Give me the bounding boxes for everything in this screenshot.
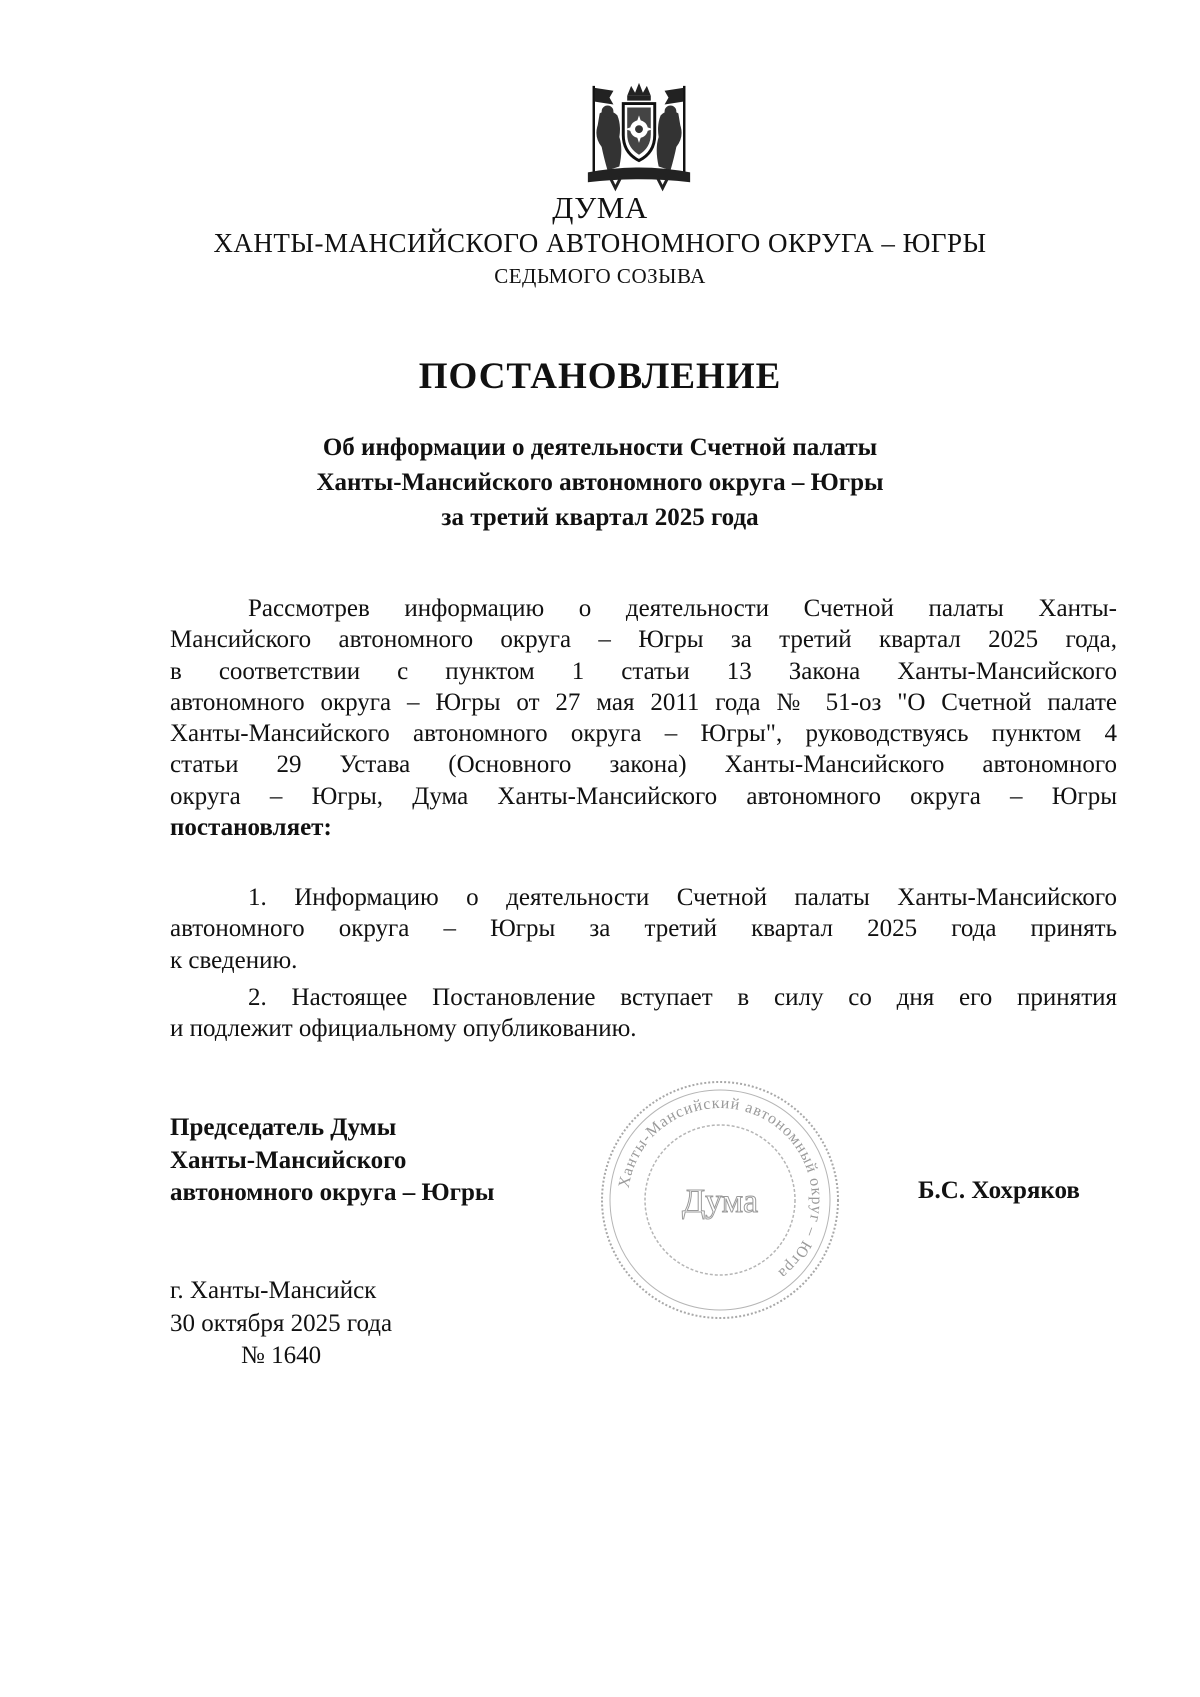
item-2-paragraph	[170, 982, 1117, 1045]
document-number: № 1640	[241, 1342, 322, 1369]
position-line: автономного округа – Югры	[170, 1179, 495, 1206]
city: г. Ханты-Мансийск	[170, 1277, 377, 1304]
text-line: автономного округа – Югры от 27 мая 2011 года № 51-оз "О Счетной палате	[170, 688, 1117, 716]
official-seal	[595, 1075, 845, 1325]
preamble-paragraph	[170, 593, 1117, 843]
text-line: автономного округа – Югры за третий квартал 2025 года принять	[170, 915, 1117, 943]
signatory-name: Б.С. Хохряков	[918, 1177, 1080, 1204]
document-footer	[170, 1275, 392, 1373]
coat-of-arms-icon	[580, 78, 698, 196]
signatory-position	[170, 1112, 494, 1210]
seal-center-text: Дума	[681, 1183, 759, 1220]
text-line: 2. Настоящее Постановление вступает в силу со дня его принятия	[248, 984, 1117, 1011]
seal-ring-text: Ханты-Мансийский автономный округ – Югра	[615, 1094, 826, 1283]
text-line: и подлежит официальному опубликованию.	[170, 1015, 637, 1043]
text-line: 1. Информацию о деятельности Счетной палаты Ханты-Мансийского	[248, 884, 1117, 911]
text-line: статьи 29 Устава (Основного закона) Ханты-Мансийского автономного	[170, 751, 1117, 779]
text-line: в соответствии с пунктом 1 статьи 13 Закона Ханты-Мансийского	[170, 657, 1117, 685]
region-name: ХАНТЫ-МАНСИЙСКОГО АВТОНОМНОГО ОКРУГА – ЮГРЫ	[213, 228, 987, 258]
text-line: к сведению.	[170, 946, 298, 974]
text-line: Мансийского автономного округа – Югры за третий квартал 2025 года,	[170, 626, 1117, 654]
position-line: Председатель Думы	[170, 1114, 397, 1141]
subject-line: за третий квартал 2025 года	[441, 504, 759, 531]
document-subject	[250, 430, 950, 535]
resolves-word: постановляет:	[170, 814, 332, 842]
position-line: Ханты-Мансийского	[170, 1146, 407, 1174]
subject-line: Ханты-Мансийского автономного округа – Югры	[316, 469, 884, 496]
subject-line: Об информации о деятельности Счетной палаты	[322, 434, 878, 461]
org-name: ДУМА	[552, 190, 648, 225]
text-line: округа – Югры, Дума Ханты-Мансийского автономного округа – Югры	[170, 782, 1117, 810]
convocation: СЕДЬМОГО СОЗЫВА	[494, 264, 706, 288]
item-1-paragraph	[170, 882, 1117, 976]
text-line: Рассмотрев информацию о деятельности Счетной палаты Ханты-	[248, 595, 1117, 622]
date: 30 октября 2025 года	[170, 1309, 393, 1337]
document-type: ПОСТАНОВЛЕНИЕ	[418, 356, 782, 397]
text-line: Ханты-Мансийского автономного округа – Югры", руководствуясь пунктом 4	[170, 720, 1117, 748]
